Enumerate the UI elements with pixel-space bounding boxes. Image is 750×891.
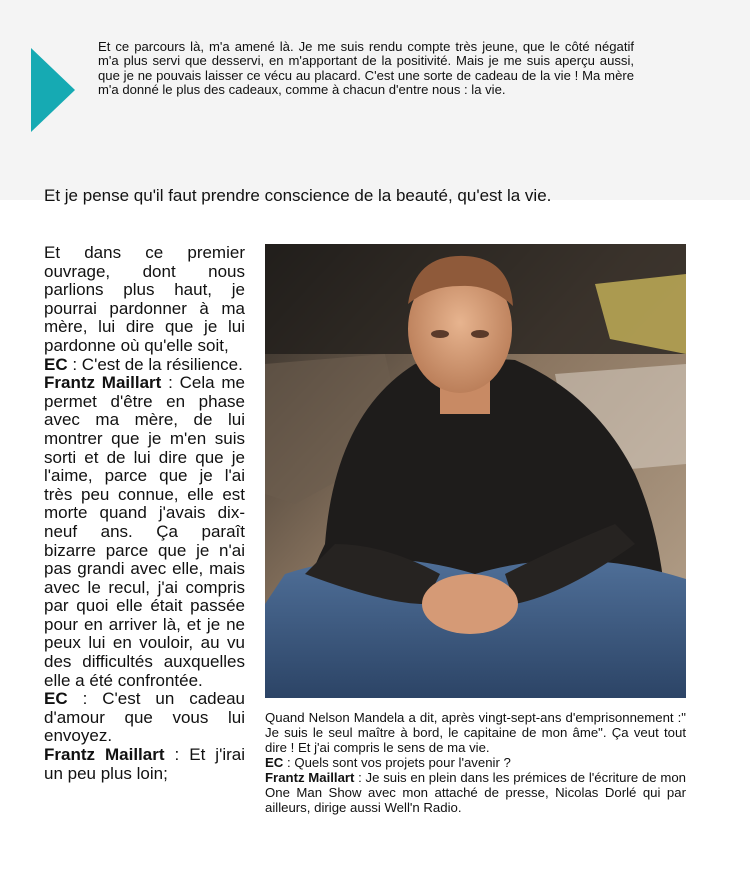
caption-paragraph: Quand Nelson Mandela a dit, après vingt-sept-ans d'emprisonnement :" Je suis le seul maître à bord, le capitaine de mon âme". Ça veut tout dire ! Et j'ai compris le sens de ma vie. <box>265 710 686 755</box>
intro-text: Et ce parcours là, m'a amené là. Je me suis rendu compte très jeune, que le côté négatif m'a plus servi que desservi, en m'apportant de la positivité. Mais je me suis aperçu aussi, que je ne pouvais laisser ce vécu au placard. C'est une sorte de cadeau de la vie ! Ma mère m'a donné le plus des cadeaux, comme à chacun d'entre nous : la vie. <box>98 39 634 98</box>
speaker-ec: EC <box>44 689 68 709</box>
ec-question: : Quels sont vos projets pour l'avenir ? <box>283 755 511 770</box>
speaker-frantz-maillart: Frantz Maillart <box>44 745 165 765</box>
speaker-ec: EC <box>265 755 284 770</box>
speaker-frantz-maillart: Frantz Maillart <box>265 770 355 785</box>
ec-question: : C'est de la résilience. <box>67 354 243 374</box>
teal-arrow-icon <box>31 48 75 132</box>
photo-caption-text <box>265 710 686 815</box>
intro-paragraph <box>98 40 634 98</box>
speaker-ec: EC <box>44 354 68 374</box>
answer-text: : Je suis en plein dans les prémices de l'écriture de mon One Man Show avec mon attaché de presse, Nicolas Dorlé qui par ailleurs, dirige aussi Well'n Radio. <box>265 770 686 815</box>
pull-quote: Et je pense qu'il faut prendre conscience de la beauté, qu'est la vie. <box>44 186 552 205</box>
intro-band <box>0 0 750 200</box>
answer-text: : Et j'irai un peu plus loin; <box>44 745 245 783</box>
portrait-photo <box>265 244 686 698</box>
paragraph-text: Et dans ce premier ouvrage, dont nous parlions plus haut, je pourrai pardonner à ma mère, lui dire que je lui pardonne où qu'elle soit, <box>44 243 245 355</box>
left-column <box>44 244 245 783</box>
speaker-frantz-maillart: Frantz Maillart <box>44 373 162 393</box>
ec-question: : C'est un cadeau d'amour que vous lui envoyez. <box>44 689 245 746</box>
answer-text: : Cela me permet d'être en phase avec ma mère, de lui montrer que je m'en suis sorti et de lui dire que je l'aime, parce que je l'ai très peu connue, elle est morte quand j'avais dix-neuf ans. Ça paraît bizarre parce que je n'ai pas grandi avec elle, mais avec le recul, j'ai compris par quoi elle était passée pour en arriver là, et je ne peux lui en vouloir, au vu des difficultés auxquelles elle a été confrontée. <box>44 373 245 690</box>
